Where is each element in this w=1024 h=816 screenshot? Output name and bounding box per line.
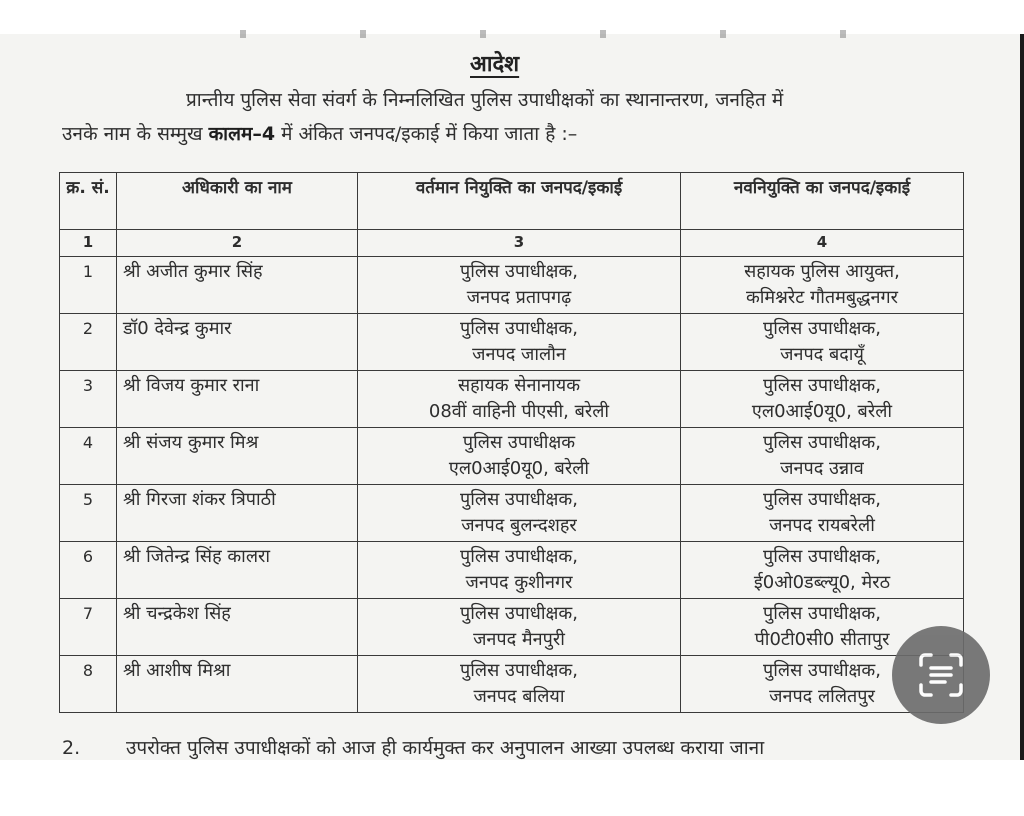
- new-posting: [681, 485, 964, 542]
- new-posting-line-1: पुलिस उपाधीक्षक,: [763, 489, 881, 510]
- officer-name: श्री आशीष मिश्रा: [117, 656, 358, 713]
- current-posting-line-1: पुलिस उपाधीक्षक,: [460, 603, 578, 624]
- table-row: [60, 599, 964, 656]
- current-posting: [358, 542, 681, 599]
- current-posting: [358, 371, 681, 428]
- current-posting-line-2: एल0आई0यू0, बरेली: [448, 458, 590, 479]
- text-scan-icon: [915, 649, 967, 701]
- column-number: 2: [117, 230, 358, 257]
- officer-name: श्री संजय कुमार मिश्र: [117, 428, 358, 485]
- cropped-top-text: [180, 30, 900, 38]
- new-posting-line-1: पुलिस उपाधीक्षक,: [763, 660, 881, 681]
- table-header-row: [60, 173, 964, 230]
- current-posting: [358, 599, 681, 656]
- paragraph-number: 2.: [62, 737, 81, 759]
- current-posting-line-2: 08वीं वाहिनी पीएसी, बरेली: [428, 401, 610, 422]
- officer-name: श्री अजीत कुमार सिंह: [117, 257, 358, 314]
- transfer-table: [59, 172, 964, 713]
- serial-number: 2: [60, 314, 117, 371]
- column-number: 4: [681, 230, 964, 257]
- current-posting-line-1: पुलिस उपाधीक्षक,: [460, 660, 578, 681]
- new-posting-line-2: ई0ओ0डब्ल्यू0, मेरठ: [753, 572, 891, 593]
- current-posting-line-2: जनपद प्रतापगढ़: [466, 287, 572, 308]
- table-row: [60, 314, 964, 371]
- current-posting: [358, 428, 681, 485]
- column-4-ref: कालम–4: [208, 123, 276, 145]
- new-posting-line-1: पुलिस उपाधीक्षक,: [763, 375, 881, 396]
- new-posting: [681, 371, 964, 428]
- page-edge: [1020, 34, 1024, 760]
- paragraph-2: [62, 734, 962, 760]
- current-posting: [358, 485, 681, 542]
- officer-name: श्री विजय कुमार राना: [117, 371, 358, 428]
- current-posting-line-1: पुलिस उपाधीक्षक,: [460, 318, 578, 339]
- new-posting-line-1: पुलिस उपाधीक्षक,: [763, 318, 881, 339]
- new-posting-line-2: जनपद रायबरेली: [769, 515, 875, 536]
- new-posting-line-2: जनपद बदायूँ: [780, 344, 864, 365]
- current-posting-line-2: जनपद बलिया: [473, 686, 565, 707]
- serial-number: 3: [60, 371, 117, 428]
- new-posting-line-1: पुलिस उपाधीक्षक,: [763, 546, 881, 567]
- current-posting: [358, 314, 681, 371]
- serial-number: 5: [60, 485, 117, 542]
- column-number-row: [60, 230, 964, 257]
- paragraph-2-text: उपरोक्त पुलिस उपाधीक्षकों को आज ही कार्यमुक्त कर अनुपालन आख्या उपलब्ध कराया जाना: [126, 737, 765, 759]
- serial-number: 4: [60, 428, 117, 485]
- officer-name: श्री जितेन्द्र सिंह कालरा: [117, 542, 358, 599]
- serial-number: 8: [60, 656, 117, 713]
- new-posting-line-1: पुलिस उपाधीक्षक,: [763, 432, 881, 453]
- table-row: [60, 656, 964, 713]
- new-posting-line-2: कमिश्नरेट गौतमबुद्धनगर: [745, 287, 899, 308]
- current-posting-line-2: जनपद बुलन्दशहर: [461, 515, 577, 536]
- serial-number: 7: [60, 599, 117, 656]
- header-serial: क्र. सं.: [60, 173, 117, 230]
- current-posting-line-2: जनपद जालौन: [472, 344, 566, 365]
- new-posting: [681, 428, 964, 485]
- current-posting: [358, 656, 681, 713]
- table-row: [60, 428, 964, 485]
- serial-number: 1: [60, 257, 117, 314]
- intro-line-2: उनके नाम के सम्मुख कालम–4 में अंकित जनपद/इकाई में किया जाता है :–: [62, 123, 578, 145]
- new-posting: [681, 314, 964, 371]
- header-new-posting: नवनियुक्ति का जनपद/इकाई: [681, 173, 964, 230]
- new-posting-line-2: एल0आई0यू0, बरेली: [751, 401, 893, 422]
- new-posting: [681, 257, 964, 314]
- table-row: [60, 542, 964, 599]
- current-posting-line-2: जनपद कुशीनगर: [465, 572, 573, 593]
- new-posting-line-2: जनपद ललितपुर: [769, 686, 875, 707]
- current-posting-line-1: सहायक सेनानायक: [457, 375, 581, 396]
- order-title: आदेश: [470, 52, 520, 77]
- serial-number: 6: [60, 542, 117, 599]
- column-number: 3: [358, 230, 681, 257]
- new-posting-line-2: जनपद उन्नाव: [780, 458, 864, 479]
- text-scan-button[interactable]: [892, 626, 990, 724]
- current-posting-line-2: जनपद मैनपुरी: [473, 629, 565, 650]
- new-posting-line-2: पी0टी0सी0 सीतापुर: [754, 629, 890, 650]
- current-posting: [358, 257, 681, 314]
- column-number: 1: [60, 230, 117, 257]
- header-officer-name: अधिकारी का नाम: [117, 173, 358, 230]
- table-row: [60, 257, 964, 314]
- new-posting-line-1: सहायक पुलिस आयुक्त,: [744, 261, 900, 282]
- officer-name: श्री चन्द्रकेश सिंह: [117, 599, 358, 656]
- new-posting: [681, 542, 964, 599]
- intro-line-1: प्रान्तीय पुलिस सेवा संवर्ग के निम्नलिखित पुलिस उपाधीक्षकों का स्थानान्तरण, जनहित में: [186, 89, 784, 111]
- officer-name: डॉ0 देवेन्द्र कुमार: [117, 314, 358, 371]
- current-posting-line-1: पुलिस उपाधीक्षक: [462, 432, 576, 453]
- table-row: [60, 485, 964, 542]
- current-posting-line-1: पुलिस उपाधीक्षक,: [460, 546, 578, 567]
- table-row: [60, 371, 964, 428]
- officer-name: श्री गिरजा शंकर त्रिपाठी: [117, 485, 358, 542]
- new-posting-line-1: पुलिस उपाधीक्षक,: [763, 603, 881, 624]
- current-posting-line-1: पुलिस उपाधीक्षक,: [460, 261, 578, 282]
- current-posting-line-1: पुलिस उपाधीक्षक,: [460, 489, 578, 510]
- header-current-posting: वर्तमान नियुक्ति का जनपद/इकाई: [358, 173, 681, 230]
